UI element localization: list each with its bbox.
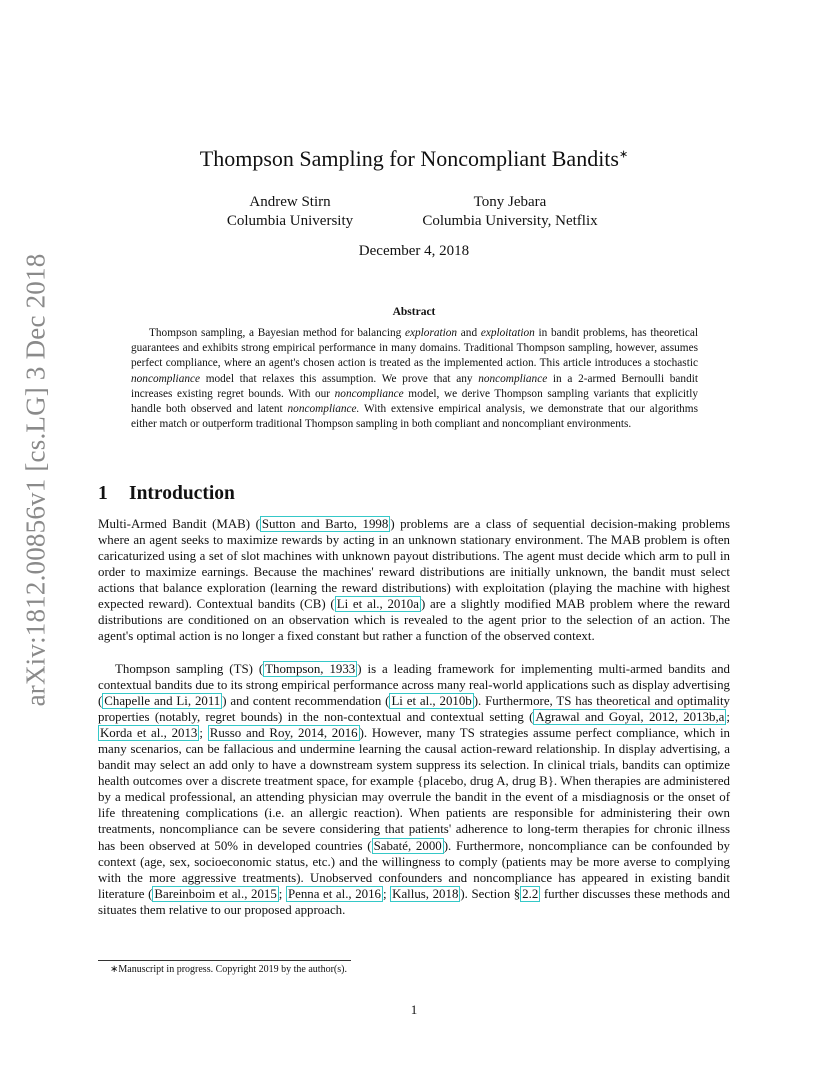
- body-text-run: Thompson sampling (TS) (: [115, 662, 264, 676]
- footnote: ∗Manuscript in progress. Copyright 2019 by the author(s).: [110, 964, 347, 975]
- body-text-run: ) problems are a class of sequential decision-making problems where an agent seeks to maximize rewards by acting in an unknown stationary environment. The MAB problem is often caricaturized using a set of slot machines with unknown payout distributions. The agent must decide which arm to pull in order to maximize earnings. Because the machines' reward distributions are initially unknown, the bandit must select actions that balance exploration (learning the reward distributions) with exploitation (playing the machine with highest expected reward). Contextual bandits (CB) (: [98, 517, 730, 612]
- body-text-run: ) and content recommendation (: [222, 694, 390, 709]
- abstract-emphasis: noncompliance.: [287, 403, 360, 416]
- section-number: 1: [98, 483, 108, 504]
- abstract-text-run: model, we derive Thompson sampling variants that explicitly handle both observed and latent: [131, 387, 698, 416]
- abstract-emphasis: noncompliance: [131, 372, 201, 385]
- abstract-emphasis: noncompliance: [334, 387, 404, 400]
- body-text-run: ;: [726, 710, 730, 725]
- intro-paragraph-1: [98, 516, 730, 644]
- abstract-text-run: model that relaxes this assumption. We prove that any: [200, 372, 479, 385]
- abstract-emphasis: exploration: [404, 327, 458, 339]
- publication-date: December 4, 2018: [358, 243, 470, 259]
- body-text-run: Multi-Armed Bandit (MAB) (: [98, 517, 260, 531]
- citation-link[interactable]: Chapelle and Li, 2011: [104, 694, 221, 709]
- citation-link[interactable]: Li et al., 2010b: [391, 694, 472, 709]
- citation-link[interactable]: Bareinboim et al., 2015: [154, 886, 277, 901]
- abstract-text-run: Thompson sampling, a Bayesian method for balancing: [149, 327, 405, 339]
- abstract-text-run: With extensive empirical analysis, we demonstrate that our algorithms either match or outperform traditional Thompson sampling in both compliant and noncompliant environments.: [131, 403, 698, 431]
- section-title-text: Introduction: [129, 483, 235, 504]
- citation-link[interactable]: Agrawal and Goyal, 2012, 2013b,a: [535, 710, 725, 725]
- intro-paragraph-2: [98, 661, 730, 918]
- author-block-1: [190, 193, 390, 231]
- citation-link[interactable]: Sutton and Barto, 1998: [261, 517, 389, 531]
- author-block-2: [400, 193, 620, 231]
- section-heading: [98, 483, 235, 505]
- abstract-emphasis: noncompliance: [478, 372, 548, 385]
- abstract-text-run: in a 2-armed Bernoulli bandit increases existing regret bounds. With our: [131, 372, 699, 400]
- body-text-run: ). Furthermore, TS has theoretical and optimality properties (notably, regret bounds) in the non-contextual and contextual setting (: [98, 694, 731, 725]
- abstract-body: [131, 326, 698, 432]
- author-name: Andrew Stirn: [249, 194, 331, 210]
- page-number: 1: [410, 1002, 418, 1017]
- author-name: Tony Jebara: [473, 194, 547, 210]
- citation-link[interactable]: Sabaté, 2000: [373, 838, 442, 853]
- title-text: Thompson Sampling for Noncompliant Bandits: [199, 146, 619, 171]
- citation-link[interactable]: Russo and Roy, 2014, 2016: [209, 726, 358, 741]
- body-text-run: ;: [383, 886, 391, 901]
- title-footnote-marker[interactable]: ∗: [618, 148, 629, 161]
- footnote-divider: [98, 960, 351, 961]
- abstract-text-run: in bandit problems, has theoretical guarantees and exhibits strong empirical performance in many domains. Traditional Thompson sampling, however, assumes perfect compliance, where an agent's chosen action is treated as the implemented action. This article introduces a stochastic: [131, 327, 698, 370]
- author-affiliation: Columbia University, Netflix: [422, 213, 598, 229]
- body-text-run: ) is a leading framework for implementing multi-armed bandits and contextual bandits due to its strong empirical performance across many real-world applications such as display advertising (: [98, 662, 731, 709]
- body-text-run: ;: [199, 726, 208, 741]
- citation-link[interactable]: Penna et al., 2016: [287, 886, 381, 901]
- body-text-run: ;: [278, 886, 286, 901]
- abstract-text-run: and: [457, 327, 481, 339]
- body-text-run: ) are a slightly modified MAB problem where the reward distributions are conditioned on an observation which is revealed to the agent prior to the selection of an action. The agent's optimal action is no longer a fixed constant but rather a function of the observed context.: [98, 597, 730, 644]
- paper-title: [0, 146, 828, 172]
- author-affiliation: Columbia University: [226, 213, 354, 229]
- citation-link[interactable]: Li et al., 2010a: [336, 597, 419, 612]
- arxiv-stamp-text[interactable]: arXiv:1812.00856v1 [cs.LG] 3 Dec 2018: [20, 253, 51, 707]
- abstract-heading: Abstract: [392, 306, 436, 318]
- abstract-emphasis: exploitation: [480, 327, 535, 339]
- section-reference-link[interactable]: 2.2: [522, 886, 539, 901]
- body-text-run: further discusses these methods and situates them relative to our proposed approach.: [98, 886, 730, 917]
- citation-link[interactable]: Kallus, 2018: [392, 886, 459, 901]
- body-text-run: ). Section §: [460, 886, 521, 901]
- body-text-run: ). Furthermore, noncompliance can be confounded by context (age, sex, socioeconomic status, etc.) and the willingness to comply (patients may be more averse to complying with the more aggressive treatments). Unobserved confounders and noncompliance has appeared in existing bandit literature (: [98, 838, 730, 901]
- body-text-run: ). However, many TS strategies assume perfect compliance, which in many scenarios, can be fallacious and undermine learning the causal action-reward relationship. In display advertising, a bandit may select an add only to have a downstream system suppress its selection. In clinical trials, bandits can optimize health outcomes over a discrete treatment space, for example {placebo, drug A, drug B}. When therapies are administered by a medical professional, an attending physician may overrule the bandit in the event of a misdiagnosis or the onset of life threatening complications (i.e. an allergic reaction). When patients are responsible for administering their own treatments, noncompliance can be severe considering that patients' adherence to long-term therapies for chronic illness has been observed at 50% in developed countries (: [98, 726, 730, 853]
- citation-link[interactable]: Korda et al., 2013: [100, 726, 198, 741]
- citation-link[interactable]: Thompson, 1933: [265, 662, 356, 676]
